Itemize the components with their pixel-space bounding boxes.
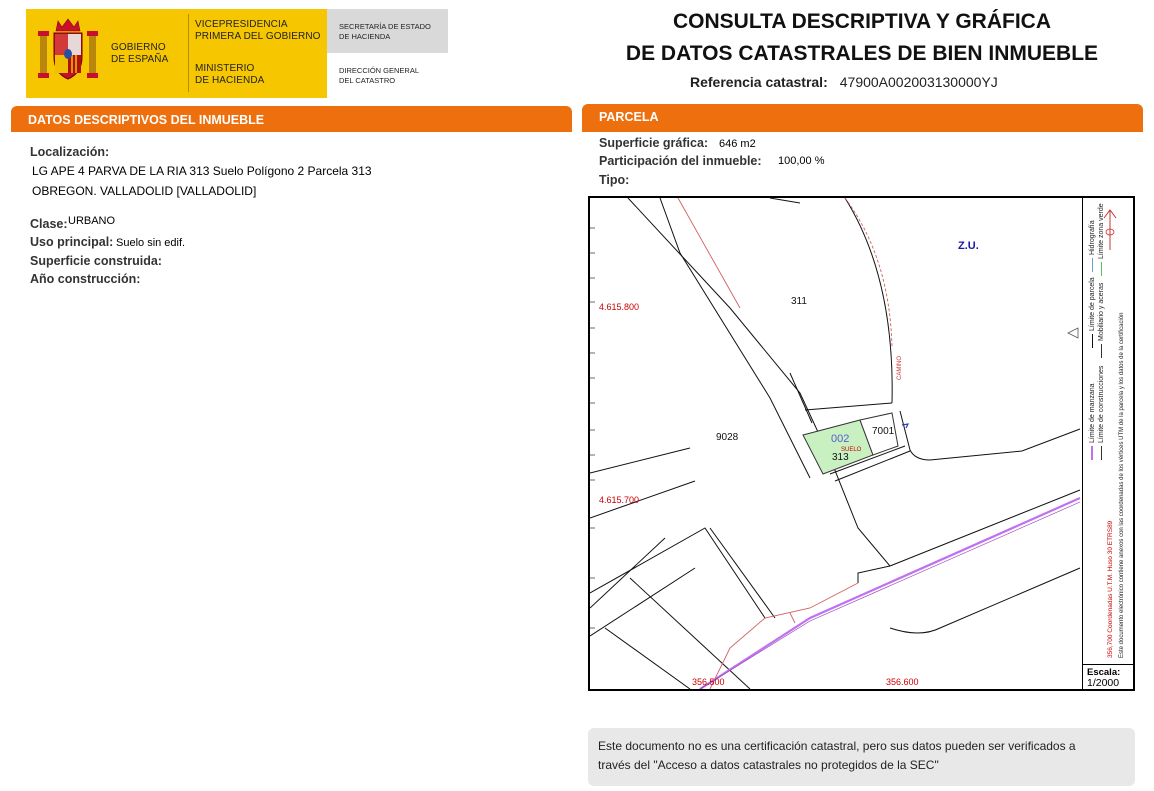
superficie-construida-label: Superficie construida: (30, 254, 162, 268)
logo-min-line2: DE HACIENDA (195, 75, 265, 86)
superficie-grafica-label: Superficie gráfica: (599, 136, 709, 150)
notice-line2: través del "Acceso a datos catastrales no protegidos de la SEC" (598, 758, 939, 772)
legend-key-mobiliario (1101, 344, 1102, 358)
coord-y-upper: 4.615.800 (599, 302, 640, 312)
section-header-descriptivos (11, 106, 572, 130)
logo-min-line1: MINISTERIO (195, 63, 255, 74)
map-scale (1082, 664, 1133, 689)
parcel-code-label: 002 (831, 433, 850, 445)
secretaria-text (339, 22, 431, 42)
superficie-grafica-value: 646 m2 (719, 138, 756, 150)
localizacion-label: Localización: (30, 145, 110, 159)
legend-key-zona-verde (1101, 262, 1102, 276)
legend-text-zona-verde: Límite zona verde (1098, 203, 1105, 259)
logo-gov-line2: DE ESPAÑA (111, 54, 169, 65)
localizacion-line1: LG APE 4 PARVA DE LA RIA 313 Suelo Polígono 2 Parcela 313 (32, 164, 372, 178)
vicepresidencia-text (195, 19, 321, 43)
parcel-313-label: 313 (832, 452, 849, 463)
legend-key-parcela (1092, 334, 1093, 348)
legend-text-construcciones: Límite de construcciones (1098, 365, 1105, 443)
section-title-descriptivos: DATOS DESCRIPTIVOS DEL INMUEBLE (28, 112, 265, 127)
parcel-marker-icon (902, 424, 908, 428)
scale-label: Escala: (1087, 667, 1121, 678)
uso-label: Uso principal: (30, 235, 114, 249)
participacion-label: Participación del inmueble: (599, 154, 762, 168)
legend-coordinates-note: 356,700 Coordenadas U.T.M. Huso 30 ETRS89 (1107, 520, 1114, 658)
legend-text-hidrografia: Hidrografía (1089, 220, 1096, 255)
cadastral-map[interactable] (588, 196, 1135, 691)
ref-label: Referencia catastral: (690, 74, 828, 90)
legend-limite-parcela (1089, 277, 1096, 348)
clase-label: Clase: (30, 217, 68, 231)
coord-x-right: 356.600 (886, 677, 919, 687)
uso-value: Suelo sin edif. (116, 237, 186, 249)
tipo-label: Tipo: (599, 173, 630, 187)
road-label: CAMINO (897, 356, 903, 380)
manzana-boundary-inner (700, 502, 1080, 689)
logo-dir-line1: DIRECCIÓN GENERAL (339, 66, 420, 75)
coat-of-arms-icon (36, 17, 100, 85)
legend-limite-manzana (1089, 383, 1096, 460)
map-tick-marks (590, 228, 595, 628)
verification-notice (588, 728, 1135, 786)
map-legend (1082, 198, 1134, 664)
legend-hidrografia (1089, 220, 1096, 272)
localizacion-line2: OBREGON. VALLADOLID [VALLADOLID] (32, 184, 257, 198)
logo-vice-line2: PRIMERA DEL GOBIERNO (195, 31, 321, 42)
map-drawing (590, 198, 1082, 689)
legend-limite-zona-verde (1098, 203, 1105, 276)
logo-divider (188, 14, 189, 92)
legend-key-hidrografia (1092, 258, 1093, 272)
logo-sec-line1: SECRETARÍA DE ESTADO (339, 22, 431, 31)
legend-key-construcciones (1101, 446, 1102, 460)
section-title-parcela: PARCELA (599, 110, 659, 124)
suelo-label: SUELO (841, 447, 862, 453)
legend-text-parcela: Límite de parcela (1089, 277, 1096, 331)
ref-value: 47900A002003130000YJ (839, 74, 998, 90)
participacion-value: 100,00 % (778, 155, 825, 167)
parcel-311-label: 311 (791, 296, 807, 307)
parcel-inner-line (790, 373, 812, 423)
legend-limite-construcciones (1098, 366, 1105, 460)
cadastral-reference (690, 74, 998, 90)
zone-label: Z.U. (958, 240, 979, 252)
parcel-7001-label: 7001 (872, 426, 895, 437)
gobierno-text (111, 42, 168, 66)
notice-line1: Este documento no es una certificación catastral, pero sus datos pueden ser verificados a (598, 739, 1076, 753)
coord-x-left: 356.500 (692, 677, 725, 687)
document-title-line2: DE DATOS CATASTRALES DE BIEN INMUEBLE (625, 42, 1099, 65)
legend-text-manzana: Límite de manzana (1089, 383, 1096, 443)
logo-dir-line2: DEL CATASTRO (339, 76, 396, 85)
logo-vice-line1: VICEPRESIDENCIA (195, 19, 288, 30)
coord-y-lower: 4.615.700 (599, 495, 640, 505)
scale-value: 1/2000 (1087, 677, 1120, 689)
ministerio-text (195, 63, 264, 87)
map-edge-arrow-icon (1068, 328, 1078, 338)
logo-gov-line1: GOBIERNO (111, 42, 166, 53)
section-header-parcela (582, 104, 1143, 130)
legend-key-manzana (1091, 446, 1093, 460)
parcel-9028-label: 9028 (716, 432, 739, 443)
legend-document-note: Este documento electrónico contiene anexos con las coordenadas de los vértices UTM de la parcela y los datos de la certificación (1119, 312, 1125, 658)
document-title-line1: CONSULTA DESCRIPTIVA Y GRÁFICA (672, 10, 1052, 33)
logo-sec-line2: DE HACIENDA (339, 32, 391, 41)
direccion-text (339, 66, 419, 86)
legend-mobiliario (1098, 283, 1105, 358)
anio-construccion-label: Año construcción: (30, 272, 141, 286)
legend-text-mobiliario: Mobiliario y aceras (1098, 282, 1105, 341)
section-underline-right (582, 130, 1143, 132)
clase-value: URBANO (68, 215, 116, 227)
section-underline-left (11, 130, 572, 132)
